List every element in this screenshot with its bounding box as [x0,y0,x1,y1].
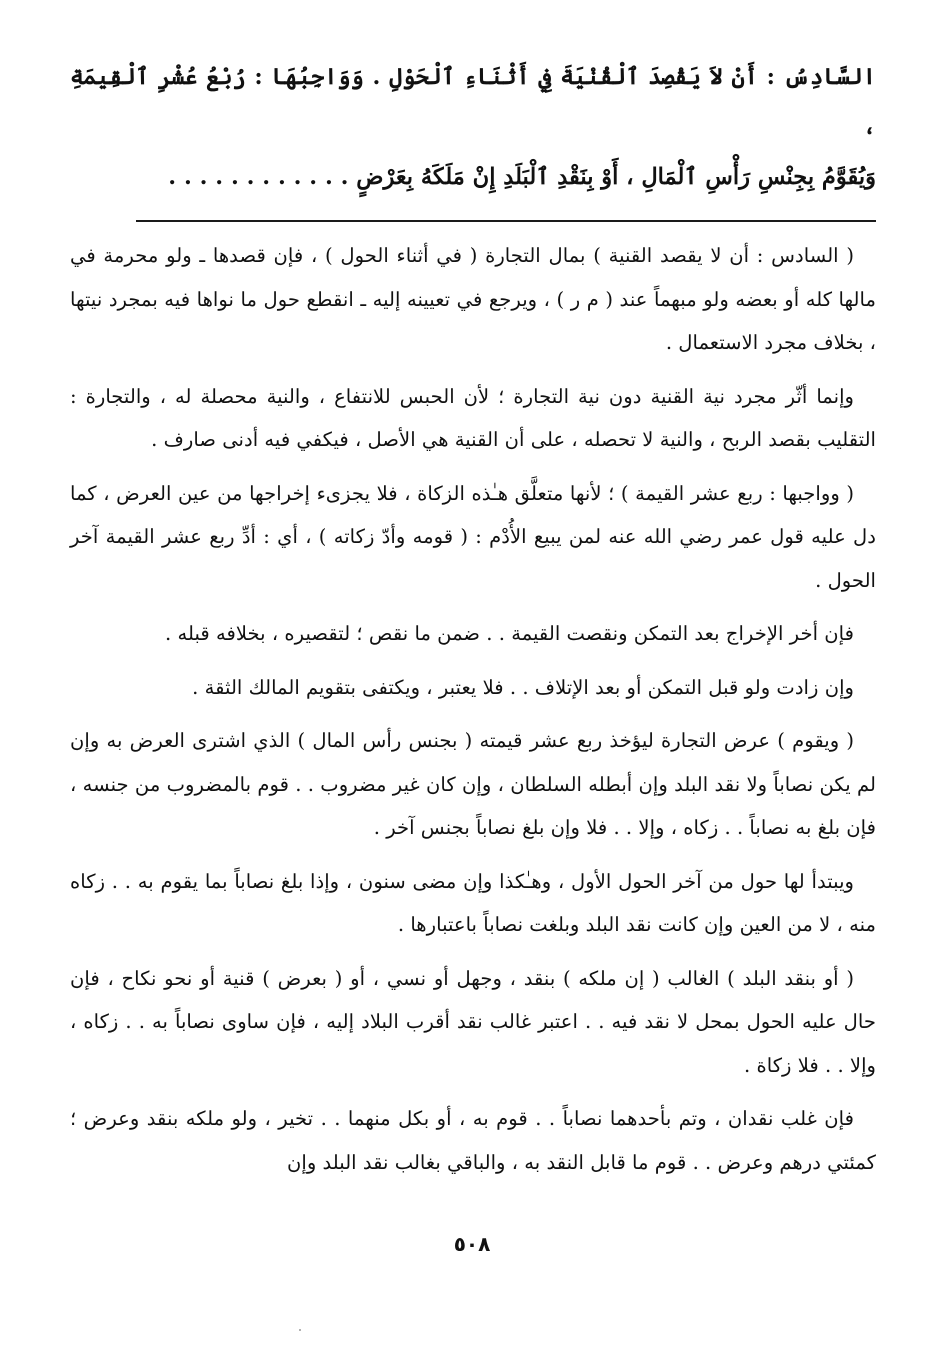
sharh-paragraph: ( السادس : أن لا يقصد القنية ) بمال التجارة ( في أثناء الحول ) ، فإن قصدها ـ ولو محرمة في مالها كله أو بعضه ولو مبهماً عند ( م ر ) ، ويرجع في تعيينه إليه ـ انقطع حول ما نواها فيه بمجرد نيتها ، بخلاف مجرد الاستعمال . [70,244,876,354]
sharh-paragraph: ويبتدأ لها حول من آخر الحول الأول ، وهـٰكذا وإن مضى سنون ، وإذا بلغ نصاباً بما يقوم به . . زكاه منه ، لا من العين وإن كانت نقد البلد وبلغت نصاباً باعتبارها . [70,869,876,936]
matn-line: السَّادِسُ : أَنْ لاَ يَقْصِدَ ٱلْقُنْيَةَ فِي أَثْنَاءِ ٱلْحَوْلِ . وَوَاجِبُهَا : رُبْعُ عُشْرِ ٱلْقِيمَةِ ، [70,64,876,140]
matn-text [70,52,876,202]
page-number: ٥٠٨ [453,1232,491,1256]
matn-line: وَيُقَوَّمُ بِجِنْسِ رَأْسِ ٱلْمَالِ ، أَوْ بِنَقْدِ ٱلْبَلَدِ إِنْ مَلَكَهُ بِعَرْضٍ . . . . . . . . . . . . [168,164,876,190]
sharh-paragraph: ( ويقوم ) عرض التجارة ليؤخذ ربع عشر قيمته ( بجنس رأس المال ) الذي اشترى العرض به وإن لم يكن نصاباً ولا نقد البلد وإن أبطله السلطان ، وإن كان غير مضروب . . قوم بالمضروب من جنسه ، فإن بلغ به نصاباً . . زكاه ، وإلا . . فلا وإن بلغ نصاباً بجنس آخر . [70,729,876,839]
book-page [70,52,876,1190]
sharh-paragraph: وإن زادت ولو قبل التمكن أو بعد الإتلاف . . فلا يعتبر ، ويكتفى بتقويم المالك الثقة . [192,675,854,699]
separator-rule [136,220,876,222]
sharh-paragraph: فإن أخر الإخراج بعد التمكن ونقصت القيمة . . ضمن ما نقص ؛ لتقصيره ، بخلافه قبله . [165,622,854,645]
sharh-paragraph: ( وواجبها : ربع عشر القيمة ) ؛ لأنها متعلَّق هـٰذه الزكاة ، فلا يجزىء إخراجها من عين العرض ، كما دل عليه قول عمر رضي الله عنه لمن يبيع الأُدْم : ( قومه وأدّ زكاته ) ، أي : أدِّ ربع عشر القيمة آخر الحول . [70,481,876,592]
scan-speck [299,1329,301,1331]
sharh-paragraph: فإن غلب نقدان ، وتم بأحدهما نصاباً . . قوم به ، أو بكل منهما . . تخير ، ولو ملكه بنقد وعرض ؛ كمئتي درهم وعرض . . قوم ما قابل النقد به ، والباقي بغالب نقد البلد وإن [70,1107,876,1174]
sharh-paragraph: وإنما أثّر مجرد نية القنية دون نية التجارة ؛ لأن الحبس للانتفاع ، والنية محصلة له ، والتجارة : التقليب بقصد الربح ، والنية لا تحصله ، على أن القنية هي الأصل ، فيكفي فيه أدنى صارف . [70,384,876,451]
sharh-text [70,234,876,1184]
sharh-paragraph: ( أو بنقد البلد ) الغالب ( إن ملكه ) بنقد ، وجهل أو نسي ، أو ( بعرض ) قنية أو نحو نكاح ، فإن حال عليه الحول بمحل لا نقد فيه . . اعتبر غالب نقد أقرب البلاد إليه ، فإن ساوى نصاباً به . . زكاه ، وإلا . . فلا زكاة . [70,966,876,1077]
